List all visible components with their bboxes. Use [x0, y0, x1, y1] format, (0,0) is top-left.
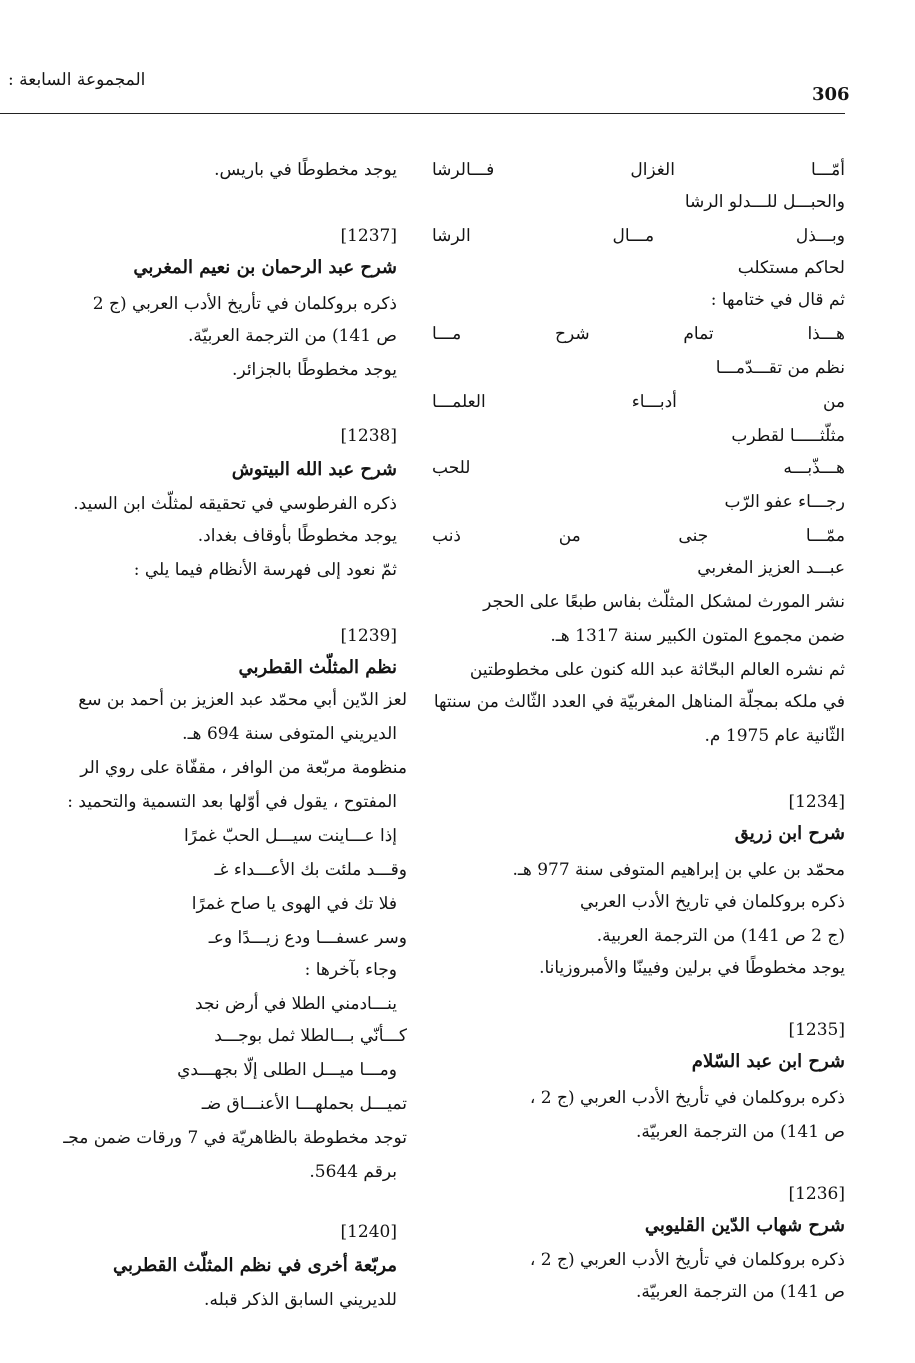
- text-line: هـــذّبـــه للحب: [432, 458, 845, 478]
- text-line: ثم قال في ختامها :: [710, 290, 845, 310]
- text-line: عبـــد العزيز المغربي: [697, 558, 845, 578]
- text-line: المفتوح ، يقول في أوّلها بعد التسمية والتحميد :: [67, 792, 397, 812]
- text-line: منظومة مربّعة من الوافر ، مقفّاة على روي الر: [80, 758, 407, 778]
- text-line: ذكره بروكلمان في تأريخ الأدب العربي (ج 2: [92, 294, 397, 314]
- entry-title: شرح شهاب الدّين القليوبي: [644, 1215, 845, 1236]
- text-line: تميـــل بحملهـــا الأعنـــاق ضـ: [201, 1094, 407, 1114]
- text-line: ص 141) من الترجمة العربيّة.: [635, 1282, 845, 1302]
- text-line: ثم نشره العالم البحّاثة عبد الله كنون على مخطوطتين: [469, 660, 845, 680]
- entry-number: [1239]: [340, 626, 397, 646]
- text-line: في ملكه بمجلّة المناهل المغربيّة في العدد الثّالث من سنتها: [433, 692, 845, 712]
- text-line: ينـــادمني الطلا في أرض نجد: [195, 994, 397, 1014]
- text-line: وقـــد ملئت بك الأعـــداء غـ: [214, 860, 407, 880]
- text-line: وسر عسفـــا ودع زيـــدًا وعـ: [208, 928, 407, 948]
- text-line: الديريني المتوفى سنة 694 هـ.: [182, 724, 397, 744]
- text-line: لعز الدّين أبي محمّد عبد العزيز بن أحمد بن سع: [78, 690, 407, 710]
- text-line: للديريني السابق الذكر قبله.: [204, 1290, 397, 1310]
- text-line: وبـــذل مـــال الرشا: [432, 226, 845, 246]
- text-line: لحاكم مستكلب: [737, 258, 845, 278]
- text-line: هـــذا تمام شرح مـــا: [432, 324, 845, 344]
- entry-title: مربّعة أخرى في نظم المثلّث القطربي: [112, 1255, 397, 1276]
- text-line: (ج 2 ص 141) من الترجمة العربية.: [596, 926, 845, 946]
- text-line: رجـــاء عفو الرّب: [724, 492, 845, 512]
- entry-title: شرح ابن زريق: [734, 823, 845, 844]
- entry-number: [1237]: [340, 226, 397, 246]
- text-line: يوجد مخطوطًا بالجزائر.: [232, 360, 397, 380]
- text-line: محمّد بن علي بن إبراهيم المتوفى سنة 977 هـ.: [512, 860, 845, 880]
- text-line: ومـــا ميـــل الطلى إلّا بجهـــدي: [177, 1060, 397, 1080]
- text-line: فلا تك في الهوى يا صاح غمرًا: [191, 894, 397, 914]
- text-line: ضمن مجموع المتون الكبير سنة 1317 هـ.: [550, 626, 845, 646]
- running-header: المجموعة السابعة :: [8, 70, 146, 90]
- text-line: يوجد مخطوطًا بأوقاف بغداد.: [197, 526, 397, 546]
- text-line: نظم من تقـــدّمـــا: [715, 358, 845, 378]
- text-line: يوجد مخطوطًا في برلين وفيينّا والأمبروزيانا.: [539, 958, 845, 978]
- text-line: الثّانية عام 1975 م.: [704, 726, 845, 746]
- text-line: ص 141) من الترجمة العربيّة.: [635, 1122, 845, 1142]
- entry-title: شرح عبد الرحمان بن نعيم المغربي: [133, 257, 397, 278]
- entry-title: شرح عبد الله البيتوش: [231, 459, 397, 480]
- entry-number: [1234]: [788, 792, 845, 812]
- text-line: ثمّ نعود إلى فهرسة الأنظام فيما يلي :: [133, 560, 397, 580]
- entry-number: [1238]: [340, 426, 397, 446]
- text-line: كـــأنّي بـــالطلا ثمل بوجـــد: [214, 1026, 407, 1046]
- text-line: من أدبـــاء العلمـــا: [432, 392, 845, 412]
- entry-title: شرح ابن عبد السّلام: [691, 1051, 845, 1072]
- text-line: ذكره الفرطوسي في تحقيقه لمثلّث ابن السيد.: [73, 494, 397, 514]
- text-line: مثلّثـــــا لقطرب: [731, 426, 845, 446]
- text-line: وجاء بآخرها :: [304, 960, 397, 980]
- text-line: إذا عـــاينت سيـــل الحبّ غمرًا: [183, 826, 397, 846]
- entry-number: [1240]: [340, 1222, 397, 1242]
- header-rule: [0, 113, 845, 114]
- text-line: ص 141) من الترجمة العربيّة.: [187, 326, 397, 346]
- text-line: برقم 5644.: [309, 1162, 397, 1182]
- text-line: ذكره بروكلمان في تأريخ الأدب العربي (ج 2 ،: [529, 1250, 845, 1270]
- text-line: نشر المورث لمشكل المثلّث بفاس طبعًا على الحجر: [483, 592, 845, 612]
- entry-number: [1236]: [788, 1184, 845, 1204]
- text-line: يوجد مخطوطًا في باريس.: [214, 160, 397, 180]
- entry-number: [1235]: [788, 1020, 845, 1040]
- entry-title: نظم المثلّث القطربي: [238, 657, 397, 678]
- text-line: توجد مخطوطة بالظاهريّة في 7 ورقات ضمن مجـ: [63, 1128, 407, 1148]
- text-line: ذكره بروكلمان في تاريخ الأدب العربي: [579, 892, 845, 912]
- text-line: ذكره بروكلمان في تأريخ الأدب العربي (ج 2 ،: [529, 1088, 845, 1108]
- page-number: 306: [812, 84, 850, 105]
- text-line: أمّـــا الغزال فـــالرشا: [432, 160, 845, 180]
- text-line: والحبـــل للـــدلو الرشا: [684, 192, 845, 212]
- text-line: ممّـــا جنى من ذنب: [432, 526, 845, 546]
